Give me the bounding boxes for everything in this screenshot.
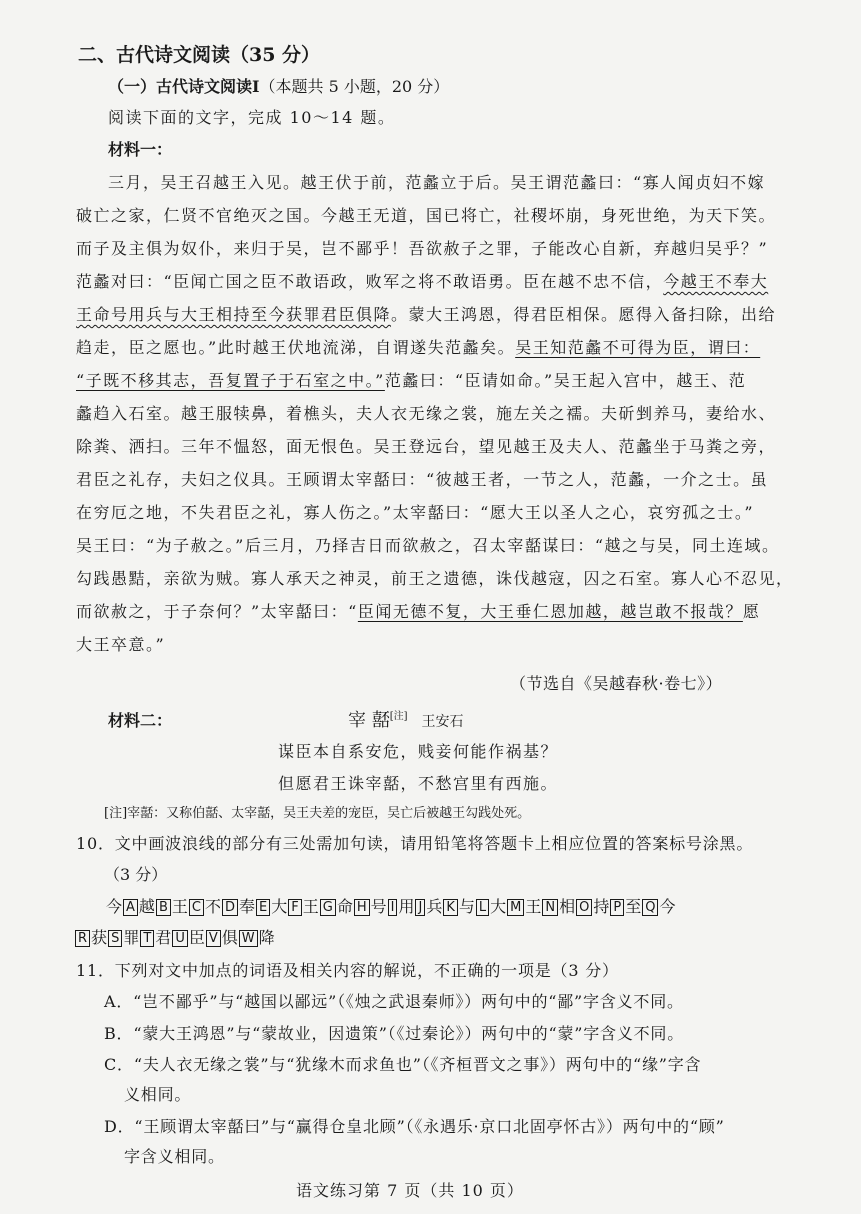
q10-char: 臣 xyxy=(188,928,205,947)
p1-line-4-text: 范蠡对曰：“臣闻亡国之臣不敢语政，败军之将不敢语勇。臣在越不忠不信， xyxy=(76,272,664,291)
p1-line-5-text: 。蒙大王鸿恩，得君臣相保。愿得入备扫除，出给 xyxy=(391,305,777,324)
footnote: [注]宰嚭：又称伯嚭、太宰嚭，吴王夫差的宠臣，吴亡后被越王勾践处死。 xyxy=(104,806,531,821)
q10-char: 兵 xyxy=(426,897,443,916)
p1-line-8: 蠡趋入石室。越王服犊鼻，着樵头，夫人衣无缘之裳，施左关之襦。夫斫剉养马，妻给水、 xyxy=(76,404,777,423)
q10-answer-box-k[interactable]: K xyxy=(443,899,458,916)
q10-answer-box-q[interactable]: Q xyxy=(642,899,658,916)
p1-line-1: 三月，吴王召越王入见。越王伏于前，范蠡立于后。吴王谓范蠡曰：“寡人闻贞妇不嫁 xyxy=(108,173,766,192)
poem-author: 王安石 xyxy=(421,714,464,730)
material2-label: 材料二： xyxy=(108,711,173,730)
p1-line-10: 君臣之礼存，夫妇之仪具。王顾谓太宰嚭曰：“彼越王者，一节之人，范蠡，一介之士。虽 xyxy=(76,470,769,489)
poem-line-1: 谋臣本自系安危，贱妾何能作祸基？ xyxy=(278,742,559,761)
q10-char: 号 xyxy=(370,897,387,916)
q10-answer-box-w[interactable]: W xyxy=(239,930,258,947)
p1-line-12: 吴王曰：“为子赦之。”后三月，乃择吉日而欲赦之，召太宰嚭谋曰：“越之与吴，同土连域。 xyxy=(76,536,780,555)
subsection-label: （一）古代诗文阅读Ⅰ xyxy=(108,77,260,96)
page-footer: 语文练习第 7 页（共 10 页） xyxy=(296,1181,524,1200)
q10-answer-box-p[interactable]: P xyxy=(610,899,624,916)
q10-char: 大 xyxy=(490,897,507,916)
material1-label: 材料一： xyxy=(108,140,173,159)
q10-char: 今 xyxy=(659,897,676,916)
q10-char: 奉 xyxy=(238,897,255,916)
underlined-sentence-2: 臣闻无德不复，大王垂仁恩加越，越岂敢不报哉？ xyxy=(357,602,743,621)
q10-answer-box-l[interactable]: L xyxy=(476,899,489,916)
q10-punctuation-row-1 xyxy=(106,894,676,917)
q10-char: 越 xyxy=(138,897,155,916)
p1-line-15: 大王卒意。” xyxy=(76,635,166,654)
q10-answer-box-t[interactable]: T xyxy=(140,930,154,947)
q10-answer-box-o[interactable]: O xyxy=(576,899,592,916)
q10-char: 获 xyxy=(91,928,108,947)
p1-line-14-text: 而欲赦之，于子奈何？”太宰嚭曰：“ xyxy=(76,602,358,621)
q10-char: 与 xyxy=(458,897,475,916)
q10-score: （3 分） xyxy=(104,865,168,884)
poem-note-mark: [注] xyxy=(389,711,408,722)
underlined-sentence-1: 吴王知范蠡不可得为臣，谓曰： xyxy=(515,338,761,357)
p1-line-6 xyxy=(76,335,760,358)
q10-answer-box-d[interactable]: D xyxy=(222,899,238,916)
q10-answer-box-i[interactable]: I xyxy=(388,899,398,916)
subsection-note: （本题共 5 小题，20 分） xyxy=(259,77,450,96)
q10-answer-box-a[interactable]: A xyxy=(123,899,138,916)
q10-char: 命 xyxy=(336,897,353,916)
q10-answer-box-e[interactable]: E xyxy=(256,899,270,916)
p1-line-3: 而子及主俱为奴仆，来归于吴，岂不鄙乎！吾欲赦子之罪，子能改心自新，弃越归吴乎？” xyxy=(76,239,769,258)
q10-char: 今 xyxy=(106,897,123,916)
q10-char: 王 xyxy=(171,897,188,916)
q10-answer-box-c[interactable]: C xyxy=(189,899,204,916)
p1-line-14-end: 愿 xyxy=(742,602,761,621)
q10-answer-box-u[interactable]: U xyxy=(172,930,188,947)
p1-line-5 xyxy=(76,302,776,325)
q10-char: 相 xyxy=(559,897,576,916)
q10-char: 罪 xyxy=(123,928,140,947)
q10-punctuation-row-2 xyxy=(74,925,275,948)
instruction: 阅读下面的文字，完成 10～14 题。 xyxy=(108,108,396,127)
p1-line-9: 除粪、洒扫。三年不愠怒，面无恨色。吴王登远台，望见越王及夫人、范蠡坐于马粪之旁， xyxy=(76,437,777,456)
underlined-sentence-1-cont: “子既不移其志，吾复置子于石室之中。” xyxy=(76,371,385,390)
q10-answer-box-s[interactable]: S xyxy=(108,930,122,947)
q11-text: 11．下列对文中加点的词语及相关内容的解说，不正确的一项是（3 分） xyxy=(76,961,619,980)
q10-char: 大 xyxy=(271,897,288,916)
poem-line-2: 但愿君王诛宰嚭，不愁宫里有西施。 xyxy=(278,774,559,793)
p1-line-13: 勾践愚黠，亲欲为贼。寡人承天之神灵，前王之遗德，诛伐越寇，囚之石室。寡人心不忍见， xyxy=(76,569,794,588)
q10-char: 俱 xyxy=(221,928,238,947)
q10-char: 不 xyxy=(204,897,221,916)
q11-option-d[interactable]: D．“王顾谓太宰嚭曰”与“赢得仓皇北顾”（《永遇乐·京口北固亭怀古》）两句中的“顾” xyxy=(104,1117,725,1136)
subsection-heading xyxy=(108,74,449,97)
poem-title-row xyxy=(348,706,464,732)
q10-answer-box-m[interactable]: M xyxy=(507,899,524,916)
p1-line-14 xyxy=(76,599,760,622)
q10-answer-box-b[interactable]: B xyxy=(156,899,171,916)
q11-option-c[interactable]: C．“夫人衣无缘之裳”与“犹缘木而求鱼也”（《齐桓晋文之事》）两句中的“缘”字含 xyxy=(104,1055,702,1074)
wavy-underline-passage-cont: 王命号用兵与大王相持至今获罪君臣俱降 xyxy=(76,305,392,324)
q10-char: 王 xyxy=(525,897,542,916)
q10-char: 用 xyxy=(398,897,415,916)
p1-line-4 xyxy=(76,269,768,292)
p1-line-2: 破亡之家，仁贤不官绝灭之国。今越王无道，国已将亡，社稷坏崩，身死世绝，为天下笑。 xyxy=(76,206,777,225)
p1-line-6-text: 趋走，臣之愿也。”此时越王伏地流涕，自谓遂失范蠡矣。 xyxy=(76,338,516,357)
q10-char: 君 xyxy=(155,928,172,947)
section-title: 二、古代诗文阅读（35 分） xyxy=(78,44,321,66)
q10-char: 王 xyxy=(302,897,319,916)
q10-answer-box-g[interactable]: G xyxy=(320,899,336,916)
p1-line-7-text: 范蠡曰：“臣请如命。”吴王起入宫中，越王、范 xyxy=(384,371,747,390)
poem-title: 宰 嚭 xyxy=(348,710,390,731)
source-citation: （节选自《吴越春秋·卷七》） xyxy=(510,674,723,693)
q10-char: 持 xyxy=(593,897,610,916)
q10-answer-box-v[interactable]: V xyxy=(206,930,221,947)
p1-line-11: 在穷厄之地，不失君臣之礼，寡人伤之。”太宰嚭曰：“愿大王以圣人之心，哀穷孤之士。” xyxy=(76,503,755,522)
q10-char: 降 xyxy=(258,928,275,947)
q10-answer-box-r[interactable]: R xyxy=(75,930,90,947)
q11-option-a[interactable]: A．“岂不鄙乎”与“越国以鄙远”（《烛之武退秦师》）两句中的“鄙”字含义不同。 xyxy=(104,992,684,1011)
q10-text: 10．文中画波浪线的部分有三处需加句读，请用铅笔将答题卡上相应位置的答案标号涂黑。 xyxy=(76,834,754,853)
q11-option-c-cont: 义相同。 xyxy=(124,1085,192,1104)
q10-answer-box-n[interactable]: N xyxy=(542,899,558,916)
q11-option-d-cont: 字含义相同。 xyxy=(124,1147,225,1166)
p1-line-7 xyxy=(76,368,746,391)
q10-char: 至 xyxy=(625,897,642,916)
q10-answer-box-f[interactable]: F xyxy=(288,899,301,916)
wavy-underline-passage: 今越王不奉大 xyxy=(663,272,769,291)
q11-option-b[interactable]: B．“蒙大王鸿恩”与“蒙故业，因遗策”（《过秦论》）两句中的“蒙”字含义不同。 xyxy=(104,1024,685,1043)
q10-answer-box-j[interactable]: J xyxy=(415,899,425,916)
q10-answer-box-h[interactable]: H xyxy=(354,899,370,916)
